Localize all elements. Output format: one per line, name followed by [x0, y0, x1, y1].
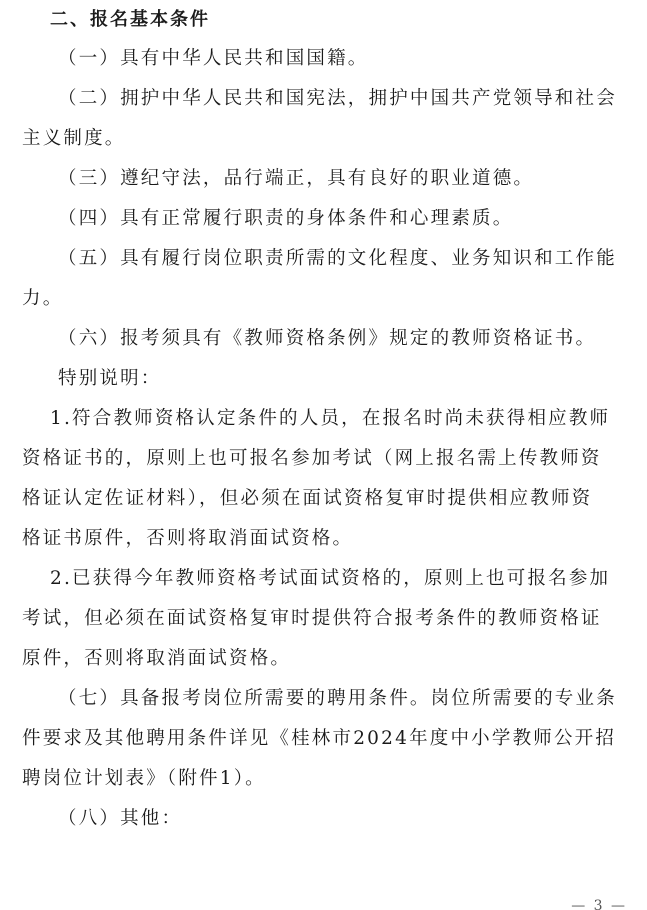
paragraph-line: 特别说明： — [58, 368, 162, 389]
paragraph-line: 资格证书的，原则上也可报名参加考试（网上报名需上传教师资 — [22, 448, 602, 469]
paragraph-line: （六）报考须具有《教师资格条例》规定的教师资格证书。 — [58, 328, 597, 349]
paragraph-line: 原件，否则将取消面试资格。 — [22, 648, 292, 669]
paragraph-line: 格证书原件，否则将取消面试资格。 — [22, 528, 354, 549]
paragraph-line: （四）具有正常履行职责的身体条件和心理素质。 — [58, 208, 514, 229]
paragraph-line: 考试，但必须在面试资格复审时提供符合报考条件的教师资格证 — [22, 608, 602, 629]
paragraph-line: 2.已获得今年教师资格考试面试资格的，原则上也可报名参加 — [50, 568, 611, 589]
paragraph-line: （一）具有中华人民共和国国籍。 — [58, 48, 369, 69]
paragraph-line: （二）拥护中华人民共和国宪法，拥护中国共产党领导和社会 — [58, 88, 617, 109]
paragraph-line: 聘岗位计划表》（附件1）。 — [22, 768, 266, 789]
paragraph-line: （八）其他： — [58, 808, 183, 829]
paragraph-line: 1.符合教师资格认定条件的人员，在报名时尚未获得相应教师 — [50, 408, 611, 429]
paragraph-line: 力。 — [22, 288, 64, 309]
paragraph-line: （七）具备报考岗位所需要的聘用条件。岗位所需要的专业条 — [58, 688, 617, 709]
paragraph-line: 件要求及其他聘用条件详见《桂林市2024年度中小学教师公开招 — [22, 728, 617, 749]
section-heading: 二、报名基本条件 — [50, 9, 210, 30]
paragraph-line: （五）具有履行岗位职责所需的文化程度、业务知识和工作能 — [58, 248, 617, 269]
paragraph-line: （三）遵纪守法，品行端正，具有良好的职业道德。 — [58, 168, 535, 189]
paragraph-line: 格证认定佐证材料），但必须在面试资格复审时提供相应教师资 — [22, 488, 593, 509]
page-number: — 3 — — [571, 898, 627, 910]
paragraph-line: 主义制度。 — [22, 128, 126, 149]
